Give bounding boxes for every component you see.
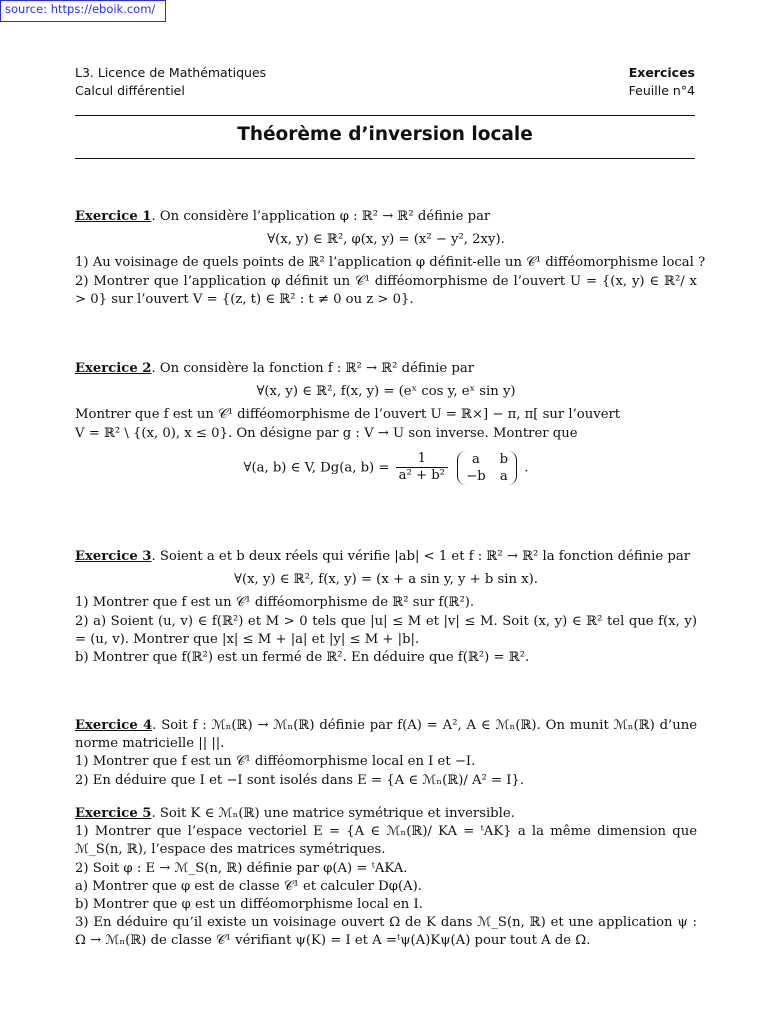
exercise-2 (75, 360, 697, 490)
exercise-5-question-2a: a) Montrer que φ est de classe 𝒞¹ et calculer Dφ(A). (75, 878, 422, 894)
exercise-5-question-1: 1) Montrer que l’espace vectoriel E = {A ∈ ℳₙ(ℝ)/ KA = ᵗAK} a la même dimension que ℳ_S(n, ℝ), l’espace des matrices symétriques. (75, 824, 697, 858)
matrix: a b −b a (457, 451, 517, 485)
exercise-5-intro: Exercice 5. Soit K ∈ ℳₙ(ℝ) une matrice symétrique et inversible. (75, 806, 515, 821)
course-header (75, 64, 266, 100)
exercise-1-label: Exercice 1 (75, 209, 152, 224)
sheet-header (629, 64, 695, 100)
course-subject: Calcul différentiel (75, 83, 185, 98)
exercise-4-intro: Exercice 4. Soit f : ℳₙ(ℝ) → ℳₙ(ℝ) définie par f(A) = A², A ∈ ℳₙ(ℝ). On munit ℳₙ(ℝ) d’une norme matricielle || ||. (75, 718, 697, 752)
exercise-5-question-2: 2) Soit φ : E → ℳ_S(n, ℝ) définie par φ(A) = ᵗAKA. (75, 860, 408, 876)
exercise-3-label: Exercice 3 (75, 549, 152, 564)
exercise-3-formula: ∀(x, y) ∈ ℝ², f(x, y) = (x + a sin y, y + b sin x). (234, 572, 538, 588)
exercise-3 (75, 548, 697, 667)
sheet-number: Feuille n°4 (628, 83, 695, 98)
exercise-4-question-2: 2) En déduire que I et −I sont isolés dans E = {A ∈ ℳₙ(ℝ)/ A² = I}. (75, 772, 525, 788)
exercise-3-question-2b: b) Montrer que f(ℝ²) est un fermé de ℝ². En déduire que f(ℝ²) = ℝ². (75, 650, 530, 666)
top-rule (75, 115, 695, 116)
page-title: Théorème d’inversion locale (237, 124, 533, 145)
exercise-5-label: Exercice 5 (75, 806, 152, 821)
bottom-rule (75, 158, 695, 159)
exercise-2-text-2: V = ℝ² \ {(x, 0), x ≤ 0}. On désigne par g : V → U son inverse. Montrer que (75, 425, 578, 441)
exercise-3-question-2a: 2) a) Soient (u, v) ∈ f(ℝ²) et M > 0 tels que |u| ≤ M et |v| ≤ M. Soit (x, y) ∈ ℝ² tel que f(x, y) = (u, v). Montrer que |x| ≤ M + |a| et |y| ≤ M + |b|. (75, 613, 697, 647)
exercise-2-intro: Exercice 2. On considère la fonction f : ℝ² → ℝ² définie par (75, 361, 475, 376)
exercise-4-question-1: 1) Montrer que f est un 𝒞¹ difféomorphisme local en I et −I. (75, 754, 476, 770)
exercise-1-intro: Exercice 1. On considère l’application φ : ℝ² → ℝ² définie par (75, 209, 491, 224)
course-level: L3. Licence de Mathématiques (75, 65, 267, 80)
exercise-2-formula: ∀(x, y) ∈ ℝ², f(x, y) = (eˣ cos y, eˣ sin y) (256, 384, 516, 400)
exercise-2-jacobian-formula: ∀(a, b) ∈ V, Dg(a, b) = $\frac{1}{\text{a² + b²}}$ a b −b a . (243, 451, 529, 484)
fraction: $\frac{1}{\text{a² + b²}}$ (396, 451, 448, 484)
sheet-type: Exercices (628, 65, 695, 80)
exercise-4 (75, 717, 697, 790)
exercise-3-question-1: 1) Montrer que f est un 𝒞¹ difféomorphisme de ℝ² sur f(ℝ²). (75, 595, 475, 611)
source-link[interactable]: source: https://eboik.com/ (0, 0, 166, 22)
exercise-2-text-1: Montrer que f est un 𝒞¹ difféomorphisme de l’ouvert U = ℝ×] − π, π[ sur l’ouvert (75, 407, 621, 423)
exercise-5-question-2b: b) Montrer que φ est un difféomorphisme local en I. (75, 897, 423, 913)
exercise-1-question-2: 2) Montrer que l’application φ définit un 𝒞¹ difféomorphisme de l’ouvert U = {(x, y) ∈ ℝ²/ x > 0} sur l’ouvert V = {(z, t) ∈ ℝ² : t ≠ 0 ou z > 0}. (75, 273, 697, 307)
exercise-1-formula: ∀(x, y) ∈ ℝ², φ(x, y) = (x² − y², 2xy). (267, 232, 505, 248)
exercise-5 (75, 805, 697, 951)
exercise-1-question-1: 1) Au voisinage de quels points de ℝ² l’application φ définit-elle un 𝒞¹ difféomorphisme local ? (75, 255, 706, 271)
exercise-5-question-3: 3) En déduire qu’il existe un voisinage ouvert Ω de K dans ℳ_S(n, ℝ) et une application ψ : Ω → ℳₙ(ℝ) de classe 𝒞¹ vérifiant ψ(K) = I et A =ᵗψ(A)Kψ(A) pour tout A de Ω. (75, 915, 697, 949)
exercise-4-label: Exercice 4 (75, 718, 153, 733)
exercise-2-label: Exercice 2 (75, 361, 152, 376)
exercise-3-intro: Exercice 3. Soient a et b deux réels qui vérifie |ab| < 1 et f : ℝ² → ℝ² la fonction définie par (75, 549, 691, 564)
exercise-1 (75, 208, 706, 309)
